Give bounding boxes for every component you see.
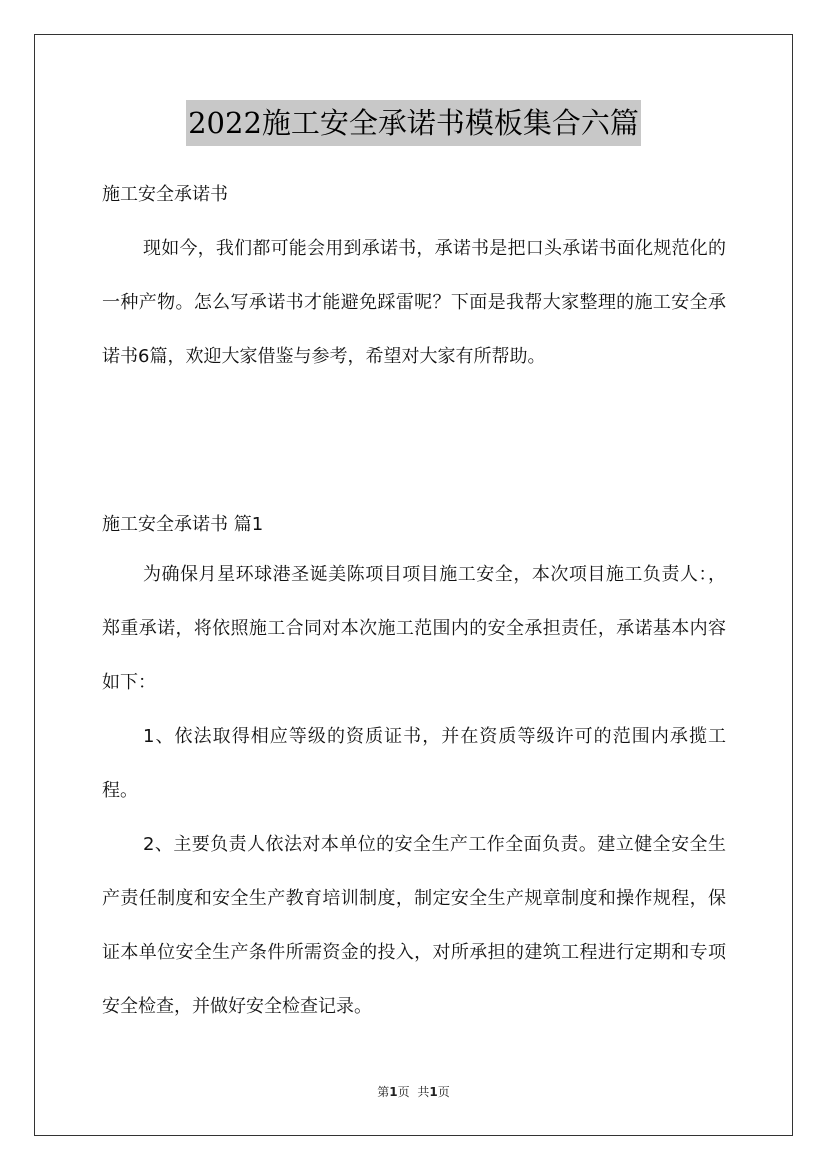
total-prefix: 共: [417, 1085, 430, 1099]
title-container: [0, 100, 827, 146]
page-number: 1: [389, 1085, 398, 1099]
paragraph-item-1: 1、依法取得相应等级的资质证书，并在资质等级许可的范围内承揽工程。: [102, 726, 726, 801]
page-footer: [0, 1083, 827, 1100]
page-prefix: 第: [377, 1085, 390, 1099]
section-heading: 施工安全承诺书 篇1: [102, 514, 264, 535]
page-suffix: 页: [397, 1085, 410, 1099]
paragraph-item-2: 2、主要负责人依法对本单位的安全生产工作全面负责。建立健全安全生产责任制度和安全生产教育培训制度，制定安全生产规章制度和操作规程，保证本单位安全生产条件所需资金的投入，对所承担的建筑工程进行定期和专项安全检查，并做好安全检查记录。: [102, 834, 726, 1017]
total-pages: 1: [429, 1085, 438, 1099]
total-suffix: 页: [437, 1085, 450, 1099]
document-title: 2022施工安全承诺书模板集合六篇: [186, 100, 641, 146]
paragraph-commitment: 为确保月星环球港圣诞美陈项目项目施工安全，本次项目施工负责人：，郑重承诺，将依照施工合同对本次施工范围内的安全承担责任，承诺基本内容如下：: [102, 564, 726, 693]
intro-heading: 施工安全承诺书: [102, 184, 228, 205]
intro-paragraph: 现如今，我们都可能会用到承诺书，承诺书是把口头承诺书面化规范化的一种产物。怎么写承诺书才能避免踩雷呢？下面是我帮大家整理的施工安全承诺书6篇，欢迎大家借鉴与参考，希望对大家有所帮助。: [102, 238, 726, 367]
